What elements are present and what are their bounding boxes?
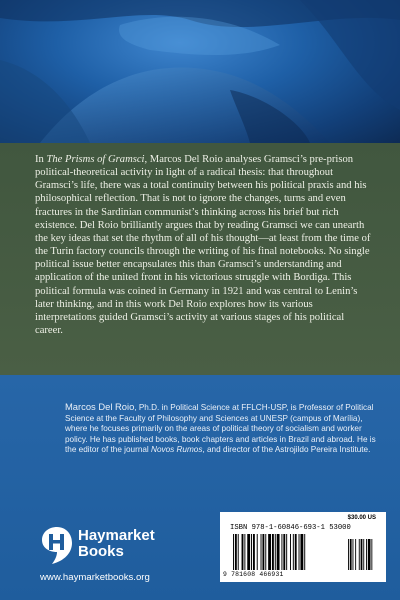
synopsis-lead-in: In <box>35 154 47 165</box>
author-bio <box>65 402 383 456</box>
lower-panel <box>0 375 400 600</box>
publisher-name <box>78 528 155 560</box>
publisher-name-line1: Haymarket <box>78 527 155 544</box>
journal-name: Novos Rumos <box>151 445 203 455</box>
price-label: $30.00 US <box>347 515 376 521</box>
painting-brushstrokes <box>0 0 400 143</box>
isbn-number: ISBN 978-1-60846-693-1 <box>230 524 325 532</box>
publisher-website: www.haymarketbooks.org <box>40 572 150 583</box>
ean-digits: 9 781608 466931 <box>223 571 284 578</box>
cover-painting <box>0 0 400 143</box>
author-bio-part1: , Ph.D. in Political Science at FFLCH-USP, is Professor of Political Science at the Faculty of Philosophy and Sciences at UNESP (campus of Marília), where he focuses primarily on the areas of political theory of socialism and worker policy. He has published books, book chapters and articles in Brazil and abroad. He is the editor of the journal <box>65 403 376 455</box>
price-addon-code: 53000 <box>329 524 351 532</box>
author-name: Marcos Del Roio <box>65 401 135 412</box>
book-title-italic: The Prisms of Gramsci <box>46 154 145 165</box>
synopsis-body: , Marcos Del Roio analyses Gramsci’s pre-prison political-theoretical activity in light of a radical thesis: that throughout Gramsci’s life, there was a total continuity between his political praxis and his philosophical reflection. That is not to ignore the changes, turns and even fractures in the Sardinian communist’s thinking across his brief but rich existence. Del Roio brilliantly argues that by reading Gramsci we can unearth the key ideas that set the rhythm of all of his thought—at least from the time of the Turin factory councils through the writing of his final notebooks. No single political issue better encapsulates this than Gramsci’s understanding and application of the united front in his victorious struggle with Bordiga. This political formula was coined in Germany in 1921 and was central to Lenin’s later thinking, and in this work Del Roio explores how its various interpretations guided Gramsci’s activity at various stages of his political career. <box>35 154 371 337</box>
barcode-label <box>220 512 386 582</box>
publisher-name-line2: Books <box>78 543 124 560</box>
synopsis-panel <box>0 143 400 375</box>
barcode-icon <box>232 534 380 570</box>
haymarket-h-icon <box>40 525 74 565</box>
author-bio-part2: , and director of the Astrojildo Pereira Institute. <box>202 445 371 455</box>
isbn-text <box>230 524 351 532</box>
publisher-logo <box>40 525 170 567</box>
synopsis-text <box>35 153 371 337</box>
